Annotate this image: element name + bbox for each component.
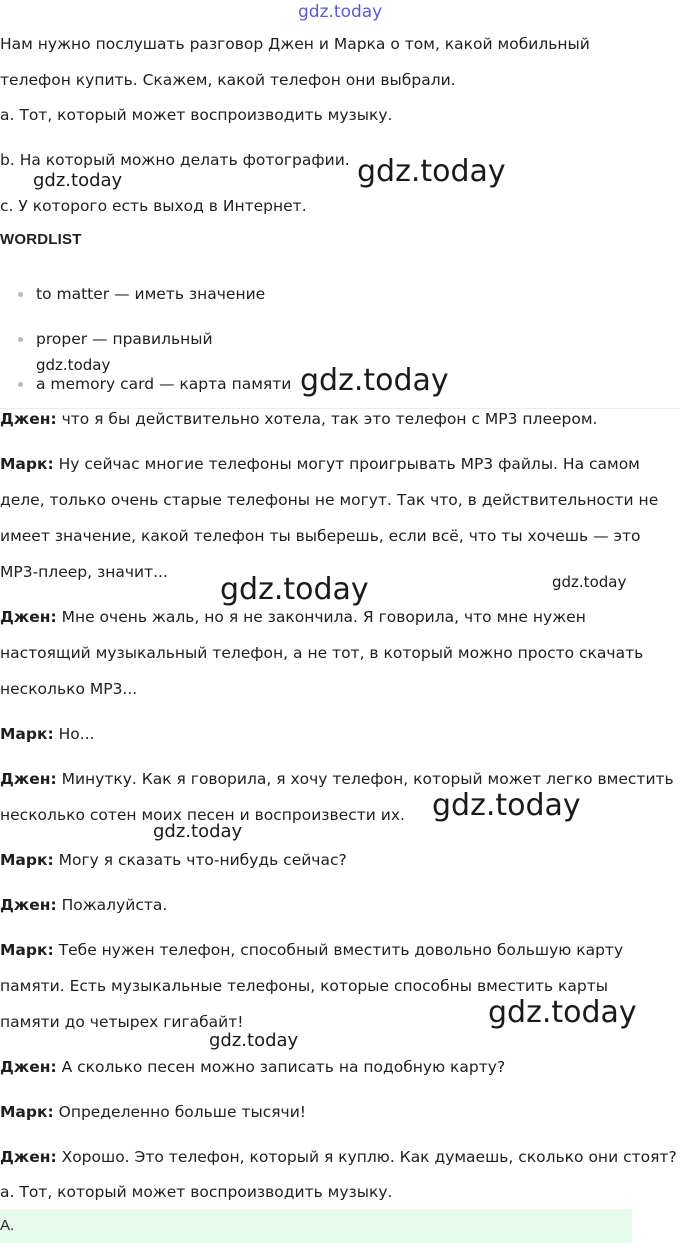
dialogue-line: деле, только очень старые телефоны не могут. Так что, в действительности не <box>0 491 659 509</box>
dialogue-line: MP3-плеер, значит... <box>0 563 168 581</box>
wordlist-item: a memory card — карта памяти <box>36 373 291 395</box>
dialogue-line: Джен: Хорошо. Это телефон, который я куплю. Как думаешь, сколько они стоят? <box>0 1148 677 1166</box>
option-b: b. На который можно делать фотографии. <box>0 151 350 169</box>
dialogue-line: Джен: А сколько песен можно записать на подобную карту? <box>0 1058 506 1076</box>
dialogue-line: настоящий музыкальный телефон, а не тот, в который можно просто скачать <box>0 644 644 662</box>
dialogue-line: Марк: Ну сейчас многие телефоны могут проигрывать MP3 файлы. На самом <box>0 455 640 473</box>
bullet-icon <box>18 382 23 387</box>
dialogue-line: Марк: Тебе нужен телефон, способный вместить довольно большую карту <box>0 941 624 959</box>
wordlist-heading: WORDLIST <box>0 231 82 248</box>
wordlist-item: to matter — иметь значение <box>36 283 265 305</box>
dialogue-line: имеет значение, какой телефон ты выберешь, если всё, что ты хочешь — это <box>0 527 641 545</box>
dialogue-line: Джен: что я бы действительно хотела, так это телефон с MP3 плеером. <box>0 410 598 428</box>
dialogue-line: Джен: Минутку. Как я говорила, я хочу телефон, который может легко вместить <box>0 770 674 788</box>
watermark: gdz.today <box>36 356 111 374</box>
watermark: gdz.today <box>220 572 369 607</box>
task-line: телефон купить. Скажем, какой телефон они выбрали. <box>0 71 456 89</box>
answer-box <box>0 1209 632 1243</box>
watermark: gdz.today <box>300 363 449 398</box>
dialogue-line: несколько MP3... <box>0 680 138 698</box>
dialogue-line: Джен: Мне очень жаль, но я не закончила. Я говорила, что мне нужен <box>0 608 586 626</box>
watermark: gdz.today <box>552 573 627 591</box>
dialogue-line: Марк: Определенно больше тысячи! <box>0 1103 307 1121</box>
bullet-icon <box>18 337 23 342</box>
watermark: gdz.today <box>33 170 123 191</box>
watermark: gdz.today <box>432 788 581 823</box>
watermark: gdz.today <box>209 1030 299 1051</box>
watermark: gdz.today <box>488 995 637 1030</box>
dialogue-line: несколько сотен моих песен и воспроизвести их. <box>0 806 405 824</box>
task-line: Нам нужно послушать разговор Джен и Марка о том, какой мобильный <box>0 35 590 53</box>
dialogue-line: Марк: Могу я сказать что-нибудь сейчас? <box>0 851 347 869</box>
watermark-top: gdz.today <box>298 2 383 22</box>
dialogue-line: памяти до четырех гигабайт! <box>0 1013 244 1031</box>
watermark: gdz.today <box>153 821 243 842</box>
watermark: gdz.today <box>357 154 506 189</box>
dialogue-line: Джен: Пожалуйста. <box>0 896 168 914</box>
wordlist-item: proper — правильный <box>36 328 213 350</box>
answer-label: A. <box>0 1217 15 1234</box>
dialogue-line: Марк: Но... <box>0 725 95 743</box>
dialogue-line: памяти. Есть музыкальные телефоны, которые способны вместить карты <box>0 977 609 995</box>
bullet-icon <box>18 292 23 297</box>
option-c: c. У которого есть выход в Интернет. <box>0 197 307 215</box>
answer-option: a. Тот, который может воспроизводить музыку. <box>0 1183 393 1201</box>
option-a: a. Тот, который может воспроизводить музыку. <box>0 106 393 124</box>
